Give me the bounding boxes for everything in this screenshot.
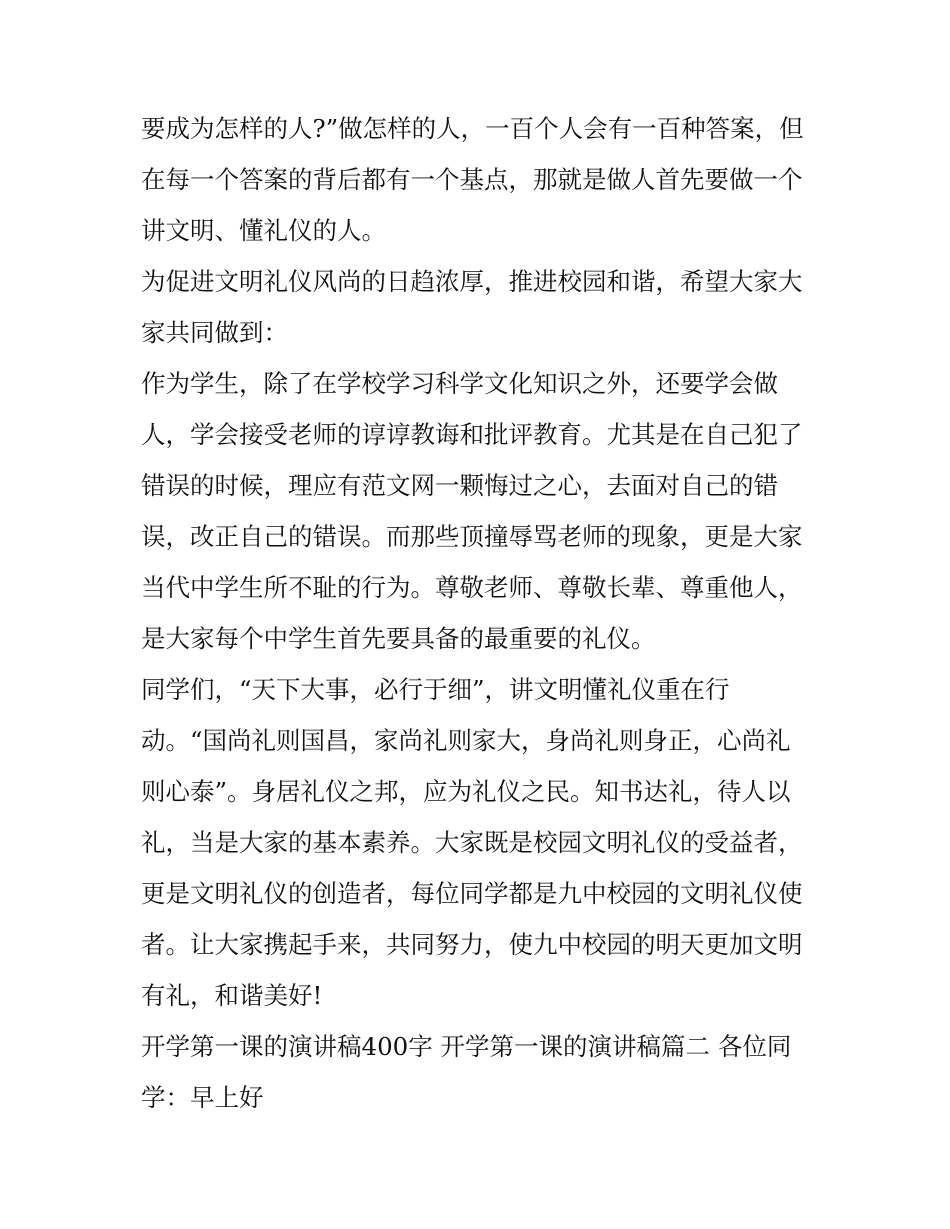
text-line: 人，学会接受老师的谆谆教诲和批评教育。尤其是在自己犯了 xyxy=(141,420,803,449)
text-line: 学：早上好 xyxy=(141,1083,264,1112)
text-line: 作为学生，除了在学校学习科学文化知识之外，还要学会做 xyxy=(141,369,778,398)
text-line: 当代中学生所不耻的行为。尊敬老师、尊敬长辈、尊重他人， xyxy=(141,573,803,602)
text-line: 为促进文明礼仪风尚的日趋浓厚，推进校园和谐，希望大家大 xyxy=(141,267,803,296)
text-line: 则心泰”。身居礼仪之邦，应为礼仪之民。知书达礼，待人以 xyxy=(141,777,791,806)
text-line: 礼，当是大家的基本素养。大家既是校园文明礼仪的受益者， xyxy=(141,828,803,857)
text-line: 是大家每个中学生首先要具备的最重要的礼仪。 xyxy=(141,624,656,653)
text-line: 动。“国尚礼则国昌，家尚礼则家大，身尚礼则身正，心尚礼 xyxy=(141,726,791,755)
text-line: 同学们，“天下大事，必行于细”，讲文明懂礼仪重在行 xyxy=(141,675,730,704)
document-body xyxy=(141,103,813,1123)
text-line: 有礼，和谐美好! xyxy=(141,981,323,1010)
text-line: 在每一个答案的背后都有一个基点，那就是做人首先要做一个 xyxy=(141,165,803,194)
text-line: 开学第一课的演讲稿400字 开学第一课的演讲稿篇二 各位同 xyxy=(141,1032,792,1061)
text-line: 误，改正自己的错误。而那些顶撞辱骂老师的现象，更是大家 xyxy=(141,522,803,551)
text-line: 错误的时候，理应有范文网一颗悔过之心，去面对自己的错 xyxy=(141,471,778,500)
text-line: 家共同做到： xyxy=(141,318,288,347)
text-line: 者。让大家携起手来，共同努力，使九中校园的明天更加文明 xyxy=(141,930,803,959)
text-line: 更是文明礼仪的创造者，每位同学都是九中校园的文明礼仪使 xyxy=(141,879,803,908)
text-line: 要成为怎样的人?”做怎样的人，一百个人会有一百种答案，但 xyxy=(141,114,804,143)
text-line: 讲文明、懂礼仪的人。 xyxy=(141,216,386,245)
